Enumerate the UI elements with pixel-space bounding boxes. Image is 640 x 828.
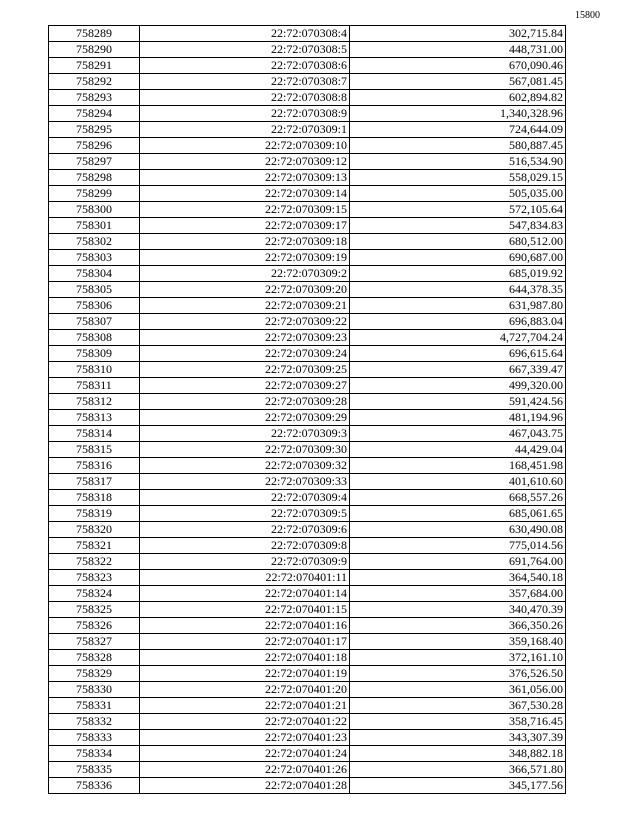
record-id-cell: 758296: [49, 138, 140, 154]
amount-cell: 348,882.18: [350, 746, 566, 762]
cadastral-number-cell: 22:72:070309:28: [140, 394, 350, 410]
cadastral-number-cell: 22:72:070309:9: [140, 554, 350, 570]
record-id-cell: 758295: [49, 122, 140, 138]
cadastral-number-cell: 22:72:070401:15: [140, 602, 350, 618]
record-id-cell: 758314: [49, 426, 140, 442]
record-id-cell: 758328: [49, 650, 140, 666]
record-id-cell: 758291: [49, 58, 140, 74]
record-id-cell: 758322: [49, 554, 140, 570]
table-row: [49, 58, 566, 74]
table-row: [49, 186, 566, 202]
table-row: [49, 714, 566, 730]
cadastral-number-cell: 22:72:070309:20: [140, 282, 350, 298]
cadastral-number-cell: 22:72:070309:1: [140, 122, 350, 138]
table-row: [49, 154, 566, 170]
record-id-cell: 758309: [49, 346, 140, 362]
amount-cell: 567,081.45: [350, 74, 566, 90]
amount-cell: 359,168.40: [350, 634, 566, 650]
table-row: [49, 298, 566, 314]
amount-cell: 1,340,328.96: [350, 106, 566, 122]
record-id-cell: 758319: [49, 506, 140, 522]
table-row: [49, 698, 566, 714]
amount-cell: 372,161.10: [350, 650, 566, 666]
cadastral-number-cell: 22:72:070309:15: [140, 202, 350, 218]
ledger-table: [48, 25, 566, 794]
record-id-cell: 758310: [49, 362, 140, 378]
amount-cell: 685,019.92: [350, 266, 566, 282]
cadastral-number-cell: 22:72:070401:24: [140, 746, 350, 762]
cadastral-number-cell: 22:72:070309:12: [140, 154, 350, 170]
record-id-cell: 758308: [49, 330, 140, 346]
table-row: [49, 666, 566, 682]
cadastral-number-cell: 22:72:070309:2: [140, 266, 350, 282]
amount-cell: 670,090.46: [350, 58, 566, 74]
cadastral-number-cell: 22:72:070308:5: [140, 42, 350, 58]
amount-cell: 505,035.00: [350, 186, 566, 202]
page-number: 15800: [575, 10, 600, 21]
cadastral-number-cell: 22:72:070308:7: [140, 74, 350, 90]
table-row: [49, 746, 566, 762]
amount-cell: 630,490.08: [350, 522, 566, 538]
amount-cell: 667,339.47: [350, 362, 566, 378]
table-row: [49, 26, 566, 42]
record-id-cell: 758336: [49, 778, 140, 794]
record-id-cell: 758294: [49, 106, 140, 122]
cadastral-number-cell: 22:72:070309:22: [140, 314, 350, 330]
cadastral-number-cell: 22:72:070309:19: [140, 250, 350, 266]
amount-cell: 724,644.09: [350, 122, 566, 138]
table-row: [49, 138, 566, 154]
record-id-cell: 758299: [49, 186, 140, 202]
amount-cell: 680,512.00: [350, 234, 566, 250]
amount-cell: 499,320.00: [350, 378, 566, 394]
cadastral-number-cell: 22:72:070309:5: [140, 506, 350, 522]
cadastral-number-cell: 22:72:070309:14: [140, 186, 350, 202]
table-row: [49, 282, 566, 298]
table-row: [49, 202, 566, 218]
cadastral-number-cell: 22:72:070401:28: [140, 778, 350, 794]
table-row: [49, 634, 566, 650]
cadastral-number-cell: 22:72:070309:24: [140, 346, 350, 362]
record-id-cell: 758317: [49, 474, 140, 490]
record-id-cell: 758301: [49, 218, 140, 234]
cadastral-number-cell: 22:72:070309:27: [140, 378, 350, 394]
table-row: [49, 314, 566, 330]
amount-cell: 467,043.75: [350, 426, 566, 442]
cadastral-number-cell: 22:72:070401:17: [140, 634, 350, 650]
amount-cell: 591,424.56: [350, 394, 566, 410]
amount-cell: 361,056.00: [350, 682, 566, 698]
amount-cell: 343,307.39: [350, 730, 566, 746]
amount-cell: 448,731.00: [350, 42, 566, 58]
cadastral-number-cell: 22:72:070309:29: [140, 410, 350, 426]
table-row: [49, 650, 566, 666]
table-row: [49, 426, 566, 442]
amount-cell: 376,526.50: [350, 666, 566, 682]
cadastral-number-cell: 22:72:070401:11: [140, 570, 350, 586]
amount-cell: 481,194.96: [350, 410, 566, 426]
record-id-cell: 758320: [49, 522, 140, 538]
cadastral-number-cell: 22:72:070401:18: [140, 650, 350, 666]
table-row: [49, 330, 566, 346]
cadastral-number-cell: 22:72:070309:25: [140, 362, 350, 378]
amount-cell: 364,540.18: [350, 570, 566, 586]
table-row: [49, 602, 566, 618]
table-row: [49, 778, 566, 794]
amount-cell: 631,987.80: [350, 298, 566, 314]
cadastral-number-cell: 22:72:070309:4: [140, 490, 350, 506]
amount-cell: 685,061.65: [350, 506, 566, 522]
table-row: [49, 586, 566, 602]
table-row: [49, 570, 566, 586]
table-row: [49, 122, 566, 138]
amount-cell: 366,350.26: [350, 618, 566, 634]
record-id-cell: 758325: [49, 602, 140, 618]
cadastral-number-cell: 22:72:070309:32: [140, 458, 350, 474]
record-id-cell: 758298: [49, 170, 140, 186]
cadastral-number-cell: 22:72:070309:33: [140, 474, 350, 490]
amount-cell: 644,378.35: [350, 282, 566, 298]
cadastral-number-cell: 22:72:070401:21: [140, 698, 350, 714]
table-row: [49, 762, 566, 778]
table-row: [49, 218, 566, 234]
cadastral-number-cell: 22:72:070401:19: [140, 666, 350, 682]
record-id-cell: 758312: [49, 394, 140, 410]
table-row: [49, 474, 566, 490]
amount-cell: 302,715.84: [350, 26, 566, 42]
amount-cell: 696,615.64: [350, 346, 566, 362]
cadastral-number-cell: 22:72:070401:14: [140, 586, 350, 602]
amount-cell: 580,887.45: [350, 138, 566, 154]
amount-cell: 168,451.98: [350, 458, 566, 474]
cadastral-number-cell: 22:72:070401:22: [140, 714, 350, 730]
record-id-cell: 758329: [49, 666, 140, 682]
record-id-cell: 758332: [49, 714, 140, 730]
amount-cell: 558,029.15: [350, 170, 566, 186]
table-row: [49, 730, 566, 746]
record-id-cell: 758335: [49, 762, 140, 778]
table-row: [49, 362, 566, 378]
cadastral-number-cell: 22:72:070309:18: [140, 234, 350, 250]
cadastral-number-cell: 22:72:070401:16: [140, 618, 350, 634]
record-id-cell: 758304: [49, 266, 140, 282]
amount-cell: 4,727,704.24: [350, 330, 566, 346]
record-id-cell: 758316: [49, 458, 140, 474]
record-id-cell: 758326: [49, 618, 140, 634]
cadastral-number-cell: 22:72:070309:21: [140, 298, 350, 314]
record-id-cell: 758302: [49, 234, 140, 250]
table-row: [49, 538, 566, 554]
amount-cell: 366,571.80: [350, 762, 566, 778]
table-row: [49, 458, 566, 474]
record-id-cell: 758318: [49, 490, 140, 506]
cadastral-number-cell: 22:72:070309:13: [140, 170, 350, 186]
table-row: [49, 410, 566, 426]
table-row: [49, 42, 566, 58]
cadastral-number-cell: 22:72:070401:26: [140, 762, 350, 778]
cadastral-number-cell: 22:72:070309:30: [140, 442, 350, 458]
record-id-cell: 758290: [49, 42, 140, 58]
amount-cell: 690,687.00: [350, 250, 566, 266]
cadastral-number-cell: 22:72:070309:8: [140, 538, 350, 554]
table-row: [49, 234, 566, 250]
record-id-cell: 758306: [49, 298, 140, 314]
record-id-cell: 758293: [49, 90, 140, 106]
table-row: [49, 554, 566, 570]
amount-cell: 775,014.56: [350, 538, 566, 554]
table-row: [49, 618, 566, 634]
amount-cell: 516,534.90: [350, 154, 566, 170]
cadastral-number-cell: 22:72:070309:10: [140, 138, 350, 154]
amount-cell: 44,429.04: [350, 442, 566, 458]
cadastral-number-cell: 22:72:070401:20: [140, 682, 350, 698]
cadastral-number-cell: 22:72:070309:3: [140, 426, 350, 442]
cadastral-number-cell: 22:72:070308:6: [140, 58, 350, 74]
ledger-table-body: [49, 26, 566, 794]
amount-cell: 602,894.82: [350, 90, 566, 106]
cadastral-number-cell: 22:72:070309:23: [140, 330, 350, 346]
record-id-cell: 758292: [49, 74, 140, 90]
cadastral-number-cell: 22:72:070309:6: [140, 522, 350, 538]
amount-cell: 358,716.45: [350, 714, 566, 730]
record-id-cell: 758289: [49, 26, 140, 42]
amount-cell: 345,177.56: [350, 778, 566, 794]
amount-cell: 367,530.28: [350, 698, 566, 714]
record-id-cell: 758334: [49, 746, 140, 762]
amount-cell: 547,834.83: [350, 218, 566, 234]
record-id-cell: 758313: [49, 410, 140, 426]
table-row: [49, 682, 566, 698]
table-row: [49, 442, 566, 458]
cadastral-number-cell: 22:72:070308:4: [140, 26, 350, 42]
record-id-cell: 758307: [49, 314, 140, 330]
amount-cell: 691,764.00: [350, 554, 566, 570]
amount-cell: 357,684.00: [350, 586, 566, 602]
table-row: [49, 266, 566, 282]
table-row: [49, 106, 566, 122]
table-row: [49, 378, 566, 394]
record-id-cell: 758327: [49, 634, 140, 650]
table-row: [49, 250, 566, 266]
record-id-cell: 758330: [49, 682, 140, 698]
record-id-cell: 758311: [49, 378, 140, 394]
amount-cell: 572,105.64: [350, 202, 566, 218]
table-row: [49, 170, 566, 186]
record-id-cell: 758315: [49, 442, 140, 458]
table-row: [49, 522, 566, 538]
record-id-cell: 758303: [49, 250, 140, 266]
record-id-cell: 758321: [49, 538, 140, 554]
record-id-cell: 758323: [49, 570, 140, 586]
table-row: [49, 394, 566, 410]
amount-cell: 696,883.04: [350, 314, 566, 330]
cadastral-number-cell: 22:72:070308:9: [140, 106, 350, 122]
cadastral-number-cell: 22:72:070401:23: [140, 730, 350, 746]
table-row: [49, 346, 566, 362]
cadastral-number-cell: 22:72:070308:8: [140, 90, 350, 106]
record-id-cell: 758305: [49, 282, 140, 298]
table-row: [49, 490, 566, 506]
record-id-cell: 758333: [49, 730, 140, 746]
table-row: [49, 74, 566, 90]
record-id-cell: 758324: [49, 586, 140, 602]
amount-cell: 401,610.60: [350, 474, 566, 490]
cadastral-number-cell: 22:72:070309:17: [140, 218, 350, 234]
amount-cell: 668,557.26: [350, 490, 566, 506]
record-id-cell: 758300: [49, 202, 140, 218]
amount-cell: 340,470.39: [350, 602, 566, 618]
table-row: [49, 90, 566, 106]
record-id-cell: 758297: [49, 154, 140, 170]
record-id-cell: 758331: [49, 698, 140, 714]
table-row: [49, 506, 566, 522]
